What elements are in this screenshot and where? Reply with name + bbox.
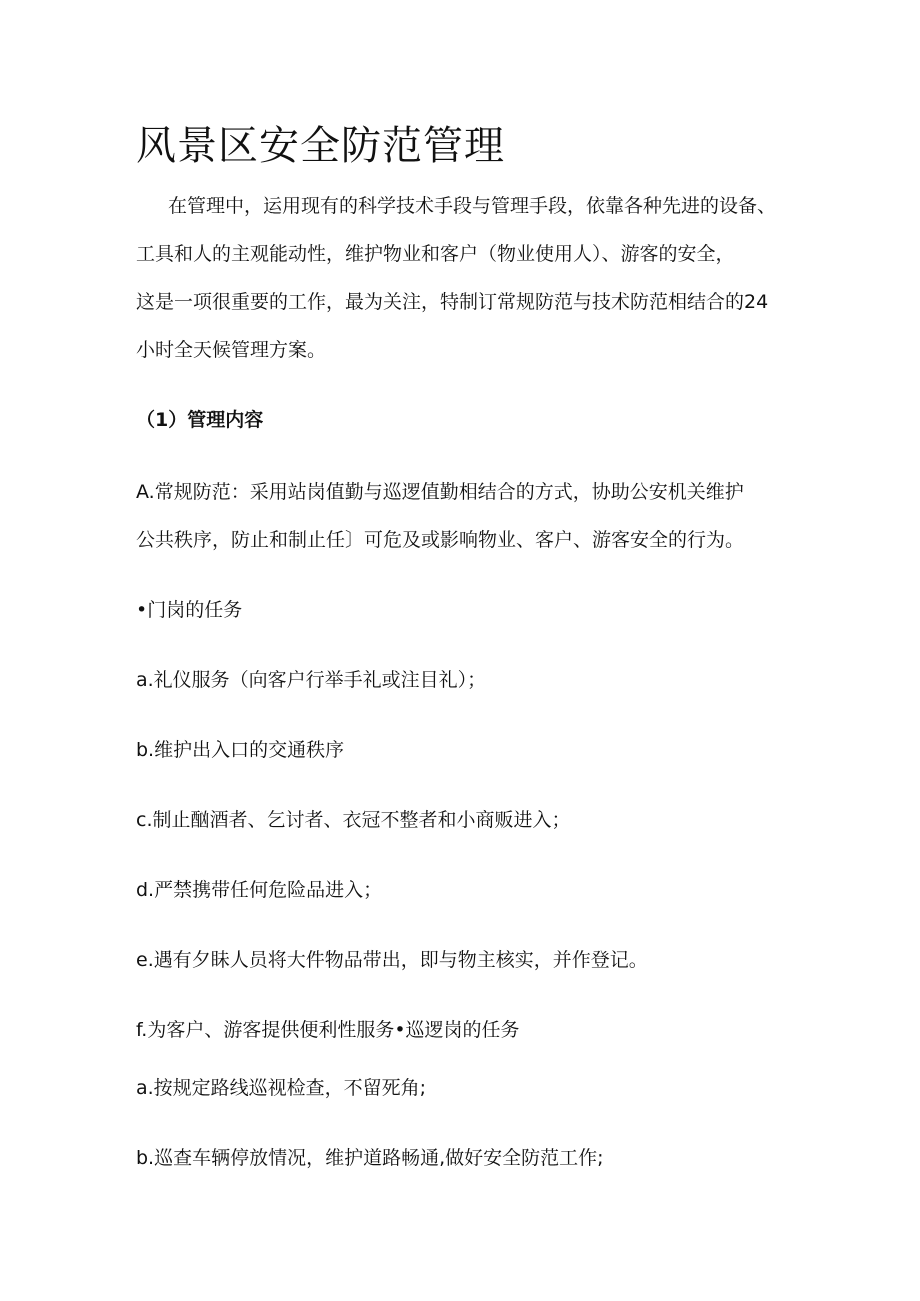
gate-duty-item: f.为客户、游客提供便利性服务•巡逻岗的任务	[136, 1019, 520, 1041]
patrol-duty-item: b.巡查车辆停放情况，维护道路畅通,做好安全防范工作;	[136, 1147, 604, 1169]
document-title: 风景区安全防范管理	[136, 123, 505, 169]
intro-line: 在管理中，运用现有的科学技术手段与管理手段，依靠各种先进的设备、	[168, 195, 777, 217]
section-heading: （1）管理内容	[136, 409, 264, 431]
intro-line: 工具和人的主观能动性，维护物业和客户（物业使用人）、游客的安全，	[136, 243, 735, 265]
gate-duty-item: c.制止酗酒者、乞讨者、衣冠不整者和小商贩进入；	[136, 809, 571, 831]
intro-line: 这是一项很重要的工作，最为关注，特制订常规防范与技术防范相结合的24	[136, 291, 769, 313]
gate-duty-item: b.维护出入口的交通秩序	[136, 739, 345, 761]
regular-defense-line: A.常规防范：采用站岗值勤与巡逻值勤相结合的方式，协助公安机关维护	[136, 481, 744, 503]
gate-duty-item: d.严禁携带任何危险品进入；	[136, 879, 383, 901]
gate-duty-heading: •门岗的任务	[136, 599, 243, 621]
intro-paragraph	[136, 182, 786, 374]
gate-duty-item: a.礼仪服务（向客户行举手礼或注目礼）；	[136, 669, 487, 691]
intro-line: 小时全天候管理方案。	[136, 339, 327, 361]
patrol-duty-item: a.按规定路线巡视检查，不留死角;	[136, 1077, 427, 1099]
gate-duty-item: e.遇有夕眛人员将大件物品带出，即与物主核实，并作登记。	[136, 949, 648, 971]
regular-defense-line: 公共秩序，防止和制止任〕可危及或影响物业、客户、游客安全的行为。	[136, 529, 745, 551]
